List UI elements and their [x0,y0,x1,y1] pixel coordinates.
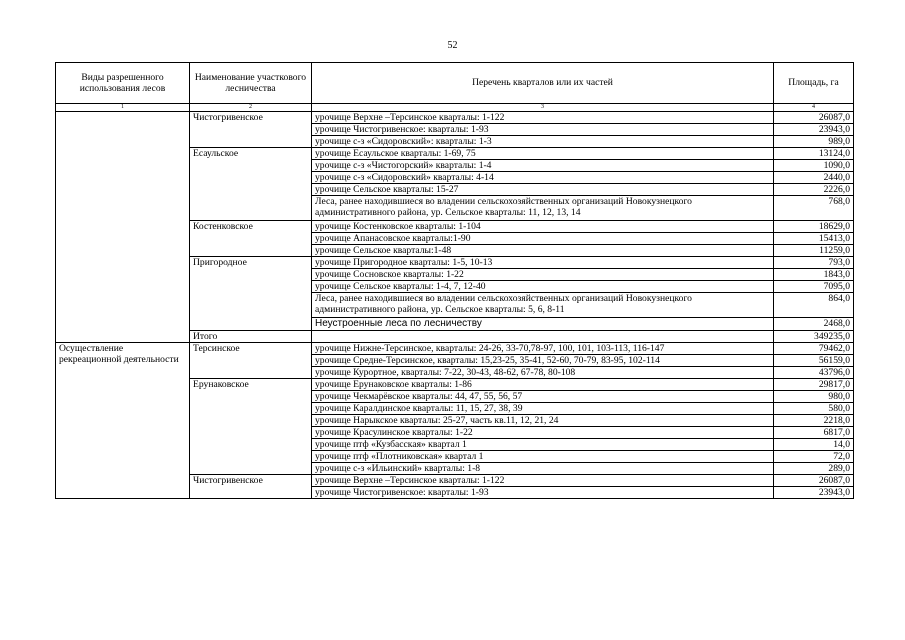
use-type-cell [56,112,190,343]
quarters-cell: урочище Курортное, кварталы: 7-22, 30-43, 48-62, 67-78, 80-108 [312,367,774,379]
column-number: 4 [774,104,854,112]
area-cell: 72,0 [774,451,854,463]
quarters-cell: урочище Нарыкское кварталы: 25-27, часть кв.11, 12, 21, 24 [312,415,774,427]
quarters-cell: урочище с-з «Сидоровский»: кварталы: 1-3 [312,136,774,148]
area-cell: 15413,0 [774,233,854,245]
column-number: 3 [312,104,774,112]
quarters-cell: урочище Пригородное кварталы: 1-5, 10-13 [312,257,774,269]
area-cell: 43796,0 [774,367,854,379]
area-cell: 1090,0 [774,160,854,172]
use-type-cell: Осуществление рекреационной деятельности [56,342,190,498]
total-label: Итого [190,330,312,342]
area-cell: 980,0 [774,391,854,403]
area-cell: 7095,0 [774,281,854,293]
forestry-name-cell: Костенковское [190,221,312,257]
quarters-cell: урочище Чистогривенское: кварталы: 1-93 [312,487,774,499]
quarters-cell: Леса, ранее находившиеся во владении сельскохозяйственных организаций Новокузнецкого административного района, ур. Сельское кварталы: 11, 12, 13, 14 [312,196,774,221]
area-cell: 2218,0 [774,415,854,427]
table-row [56,112,854,124]
column-number-row [56,104,854,112]
area-cell: 29817,0 [774,379,854,391]
area-cell: 1843,0 [774,269,854,281]
forestry-name-cell: Терсинское [190,342,312,378]
quarters-cell: урочище Сельское кварталы:1-48 [312,245,774,257]
area-cell: 580,0 [774,403,854,415]
quarters-cell: Неустроенные леса по лесничеству [312,318,774,331]
header-use-type: Виды разрешенного использования лесов [56,63,190,104]
area-cell: 26087,0 [774,475,854,487]
quarters-cell: урочище Есаульское кварталы: 1-69, 75 [312,148,774,160]
area-cell: 79462,0 [774,342,854,354]
area-cell: 793,0 [774,257,854,269]
quarters-cell: урочище Верхне –Терсинское кварталы: 1-122 [312,112,774,124]
header-forestry-name: Наименование участкового лесничества [190,63,312,104]
quarters-cell: урочище Сосновское кварталы: 1-22 [312,269,774,281]
quarters-cell: урочище Красулинское кварталы: 1-22 [312,427,774,439]
forestry-name-cell: Чистогривенское [190,475,312,499]
quarters-cell: урочище Апанасовское кварталы:1-90 [312,233,774,245]
forest-use-table [55,62,854,499]
quarters-cell: урочище с-з «Ильинский» кварталы: 1-8 [312,463,774,475]
quarters-cell: урочище с-з «Сидоровский» кварталы: 4-14 [312,172,774,184]
total-empty-cell [312,330,774,342]
area-cell: 14,0 [774,439,854,451]
quarters-cell: урочище птф «Кузбасская» квартал 1 [312,439,774,451]
area-cell: 864,0 [774,293,854,318]
area-cell: 989,0 [774,136,854,148]
quarters-cell: урочище Ерунаковское кварталы: 1-86 [312,379,774,391]
quarters-cell: урочище Средне-Терсинское, кварталы: 15,23-25, 35-41, 52-60, 70-79, 83-95, 102-114 [312,354,774,366]
area-cell: 13124,0 [774,148,854,160]
area-cell: 18629,0 [774,221,854,233]
header-area: Площадь, га [774,63,854,104]
forestry-name-cell: Есаульское [190,148,312,221]
area-cell: 2440,0 [774,172,854,184]
quarters-cell: урочище Сельское кварталы: 1-4, 7, 12-40 [312,281,774,293]
total-area: 349235,0 [774,330,854,342]
quarters-cell: урочище Костенковское кварталы: 1-104 [312,221,774,233]
forestry-name-cell: Чистогривенское [190,112,312,148]
area-cell: 23943,0 [774,487,854,499]
area-cell: 768,0 [774,196,854,221]
area-cell: 2468,0 [774,318,854,331]
area-cell: 2226,0 [774,184,854,196]
page-number: 52 [447,40,458,51]
quarters-cell: урочище с-з «Чистогорский» кварталы: 1-4 [312,160,774,172]
header-quarters-list: Перечень кварталов или их частей [312,63,774,104]
column-number: 1 [56,104,190,112]
quarters-cell: урочище Каралдинское кварталы: 11, 15, 27, 38, 39 [312,403,774,415]
area-cell: 11259,0 [774,245,854,257]
table-header-row [56,63,854,104]
table-body [56,112,854,499]
area-cell: 23943,0 [774,124,854,136]
quarters-cell: урочище Верхне –Терсинское кварталы: 1-122 [312,475,774,487]
area-cell: 6817,0 [774,427,854,439]
forestry-name-cell: Пригородное [190,257,312,331]
table-row [56,342,854,354]
quarters-cell: урочище Нижне-Терсинское, кварталы: 24-26, 33-70,78-97, 100, 101, 103-113, 116-147 [312,342,774,354]
column-number: 2 [190,104,312,112]
quarters-cell: урочище птф «Плотниковская» квартал 1 [312,451,774,463]
forestry-name-cell: Ерунаковское [190,379,312,475]
quarters-cell: урочище Чекмарёвское кварталы: 44, 47, 55, 56, 57 [312,391,774,403]
area-cell: 26087,0 [774,112,854,124]
area-cell: 289,0 [774,463,854,475]
area-cell: 56159,0 [774,354,854,366]
quarters-cell: урочище Чистогривенское: кварталы: 1-93 [312,124,774,136]
quarters-cell: урочище Сельское кварталы: 15-27 [312,184,774,196]
quarters-cell: Леса, ранее находившиеся во владении сельскохозяйственных организаций Новокузнецкого административного района, ур. Сельское кварталы: 5, 6, 8-11 [312,293,774,318]
